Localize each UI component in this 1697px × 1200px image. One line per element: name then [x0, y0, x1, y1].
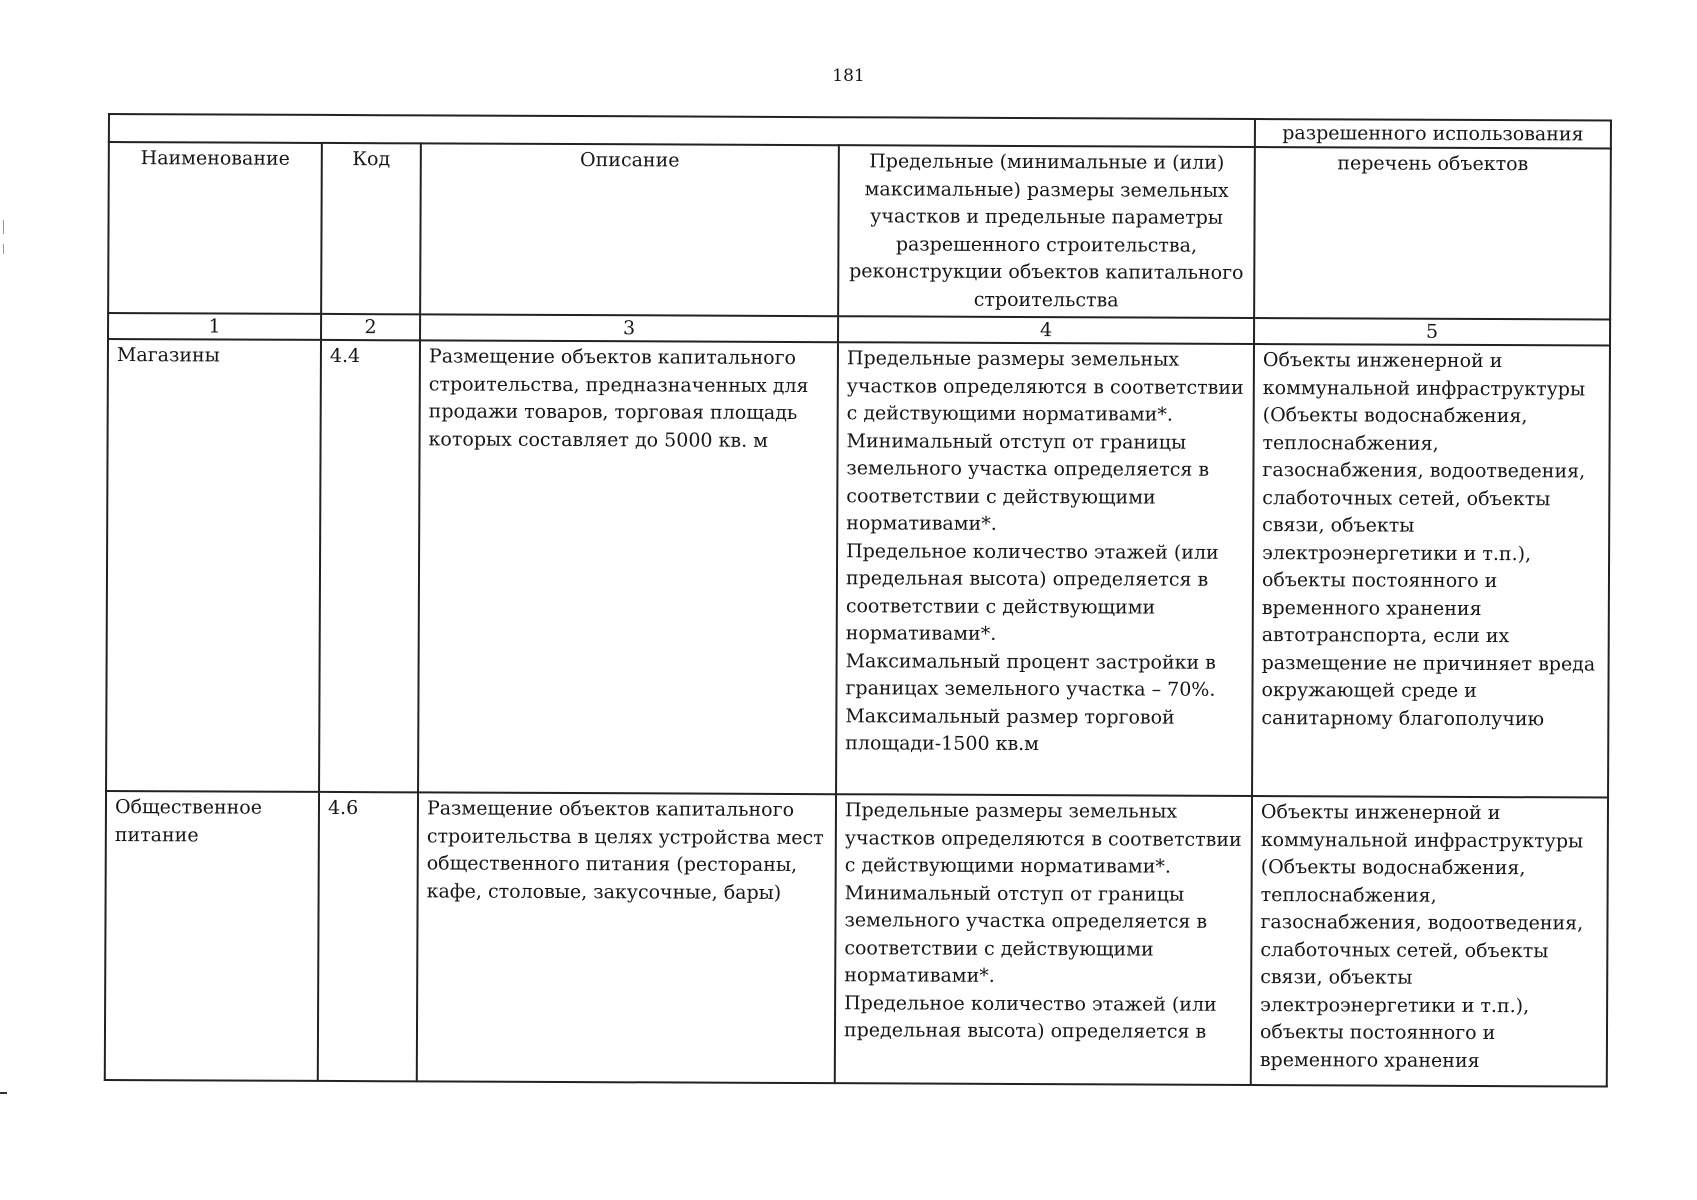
- column-number: 4: [838, 316, 1254, 344]
- column-number: 3: [420, 314, 838, 342]
- column-number: 2: [321, 314, 420, 340]
- header-description: Описание: [420, 143, 839, 316]
- table-row: [105, 791, 1608, 1087]
- table-wrapper: [104, 113, 1612, 1088]
- margin-dash: [0, 1092, 7, 1094]
- row-code: 4.6: [318, 792, 418, 1081]
- row-name: Общественное питание: [105, 791, 319, 1081]
- page-number: 181: [832, 66, 865, 86]
- row-params: Предельные размеры земельных участков определяются в соответствии с действующими нормативами*. Минимальный отступ от границы земельного участка определяется в соответствии с действующими нормативами*. Предельное количество этажей (или предельная высота) определяется в: [835, 794, 1252, 1085]
- header-code: Код: [321, 143, 421, 314]
- header-params: Предельные (минимальные и (или) максимальные) размеры земельных участков и предельные параметры разрешенного строительства, реконструкции объектов капитального строительства: [838, 145, 1255, 318]
- header-permitted-use: разрешенного использования: [1255, 119, 1611, 149]
- row-code: 4.4: [319, 340, 420, 792]
- margin-mark: [3, 244, 4, 254]
- header-objects: перечень объектов: [1254, 147, 1611, 320]
- header-name: Наименование: [108, 142, 322, 314]
- row-objects: Объекты инженерной и коммунальной инфраструктуры (Объекты водоснабжения, теплоснабжения, газоснабжения, водоотведения, слаботочных сетей, объекты связи, объекты электроэнергетики и т.п.), объекты постоянного и временного хранения автотранспорта, если их размещение не причиняет вреда окружающей среде и санитарному благополучию: [1252, 344, 1610, 798]
- table-row: [106, 339, 1610, 798]
- row-objects: Объекты инженерной и коммунальной инфраструктуры (Объекты водоснабжения, теплоснабжения, газоснабжения, водоотведения, слаботочных сетей, объекты связи, объекты электроэнергетики и т.п.), объекты постоянного и временного хранения: [1251, 796, 1608, 1087]
- row-params: Предельные размеры земельных участков определяются в соответствии с действующими нормативами*. Минимальный отступ от границы земельного участка определяется в соответствии с действующими нормативами*. Предельное количество этажей (или предельная высота) определяется в соответствии с действующими нормативами*. Максимальный процент застройки в границах земельного участка – 70%. Максимальный размер торговой площади-1500 кв.м: [836, 342, 1254, 796]
- row-description: Размещение объектов капитального строительства в целях устройства мест общественного питания (рестораны, кафе, столовые, закусочные, бары): [417, 792, 836, 1083]
- column-number: 1: [108, 313, 321, 340]
- zoning-table: [104, 113, 1612, 1088]
- header-row: [108, 142, 1611, 320]
- column-number: 5: [1254, 318, 1610, 346]
- margin-mark: [3, 220, 4, 234]
- row-name: Магазины: [106, 339, 321, 792]
- row-description: Размещение объектов капитального строительства, предназначенных для продажи товаров, торговая площадь которых составляет до 5000 кв. м: [418, 340, 838, 794]
